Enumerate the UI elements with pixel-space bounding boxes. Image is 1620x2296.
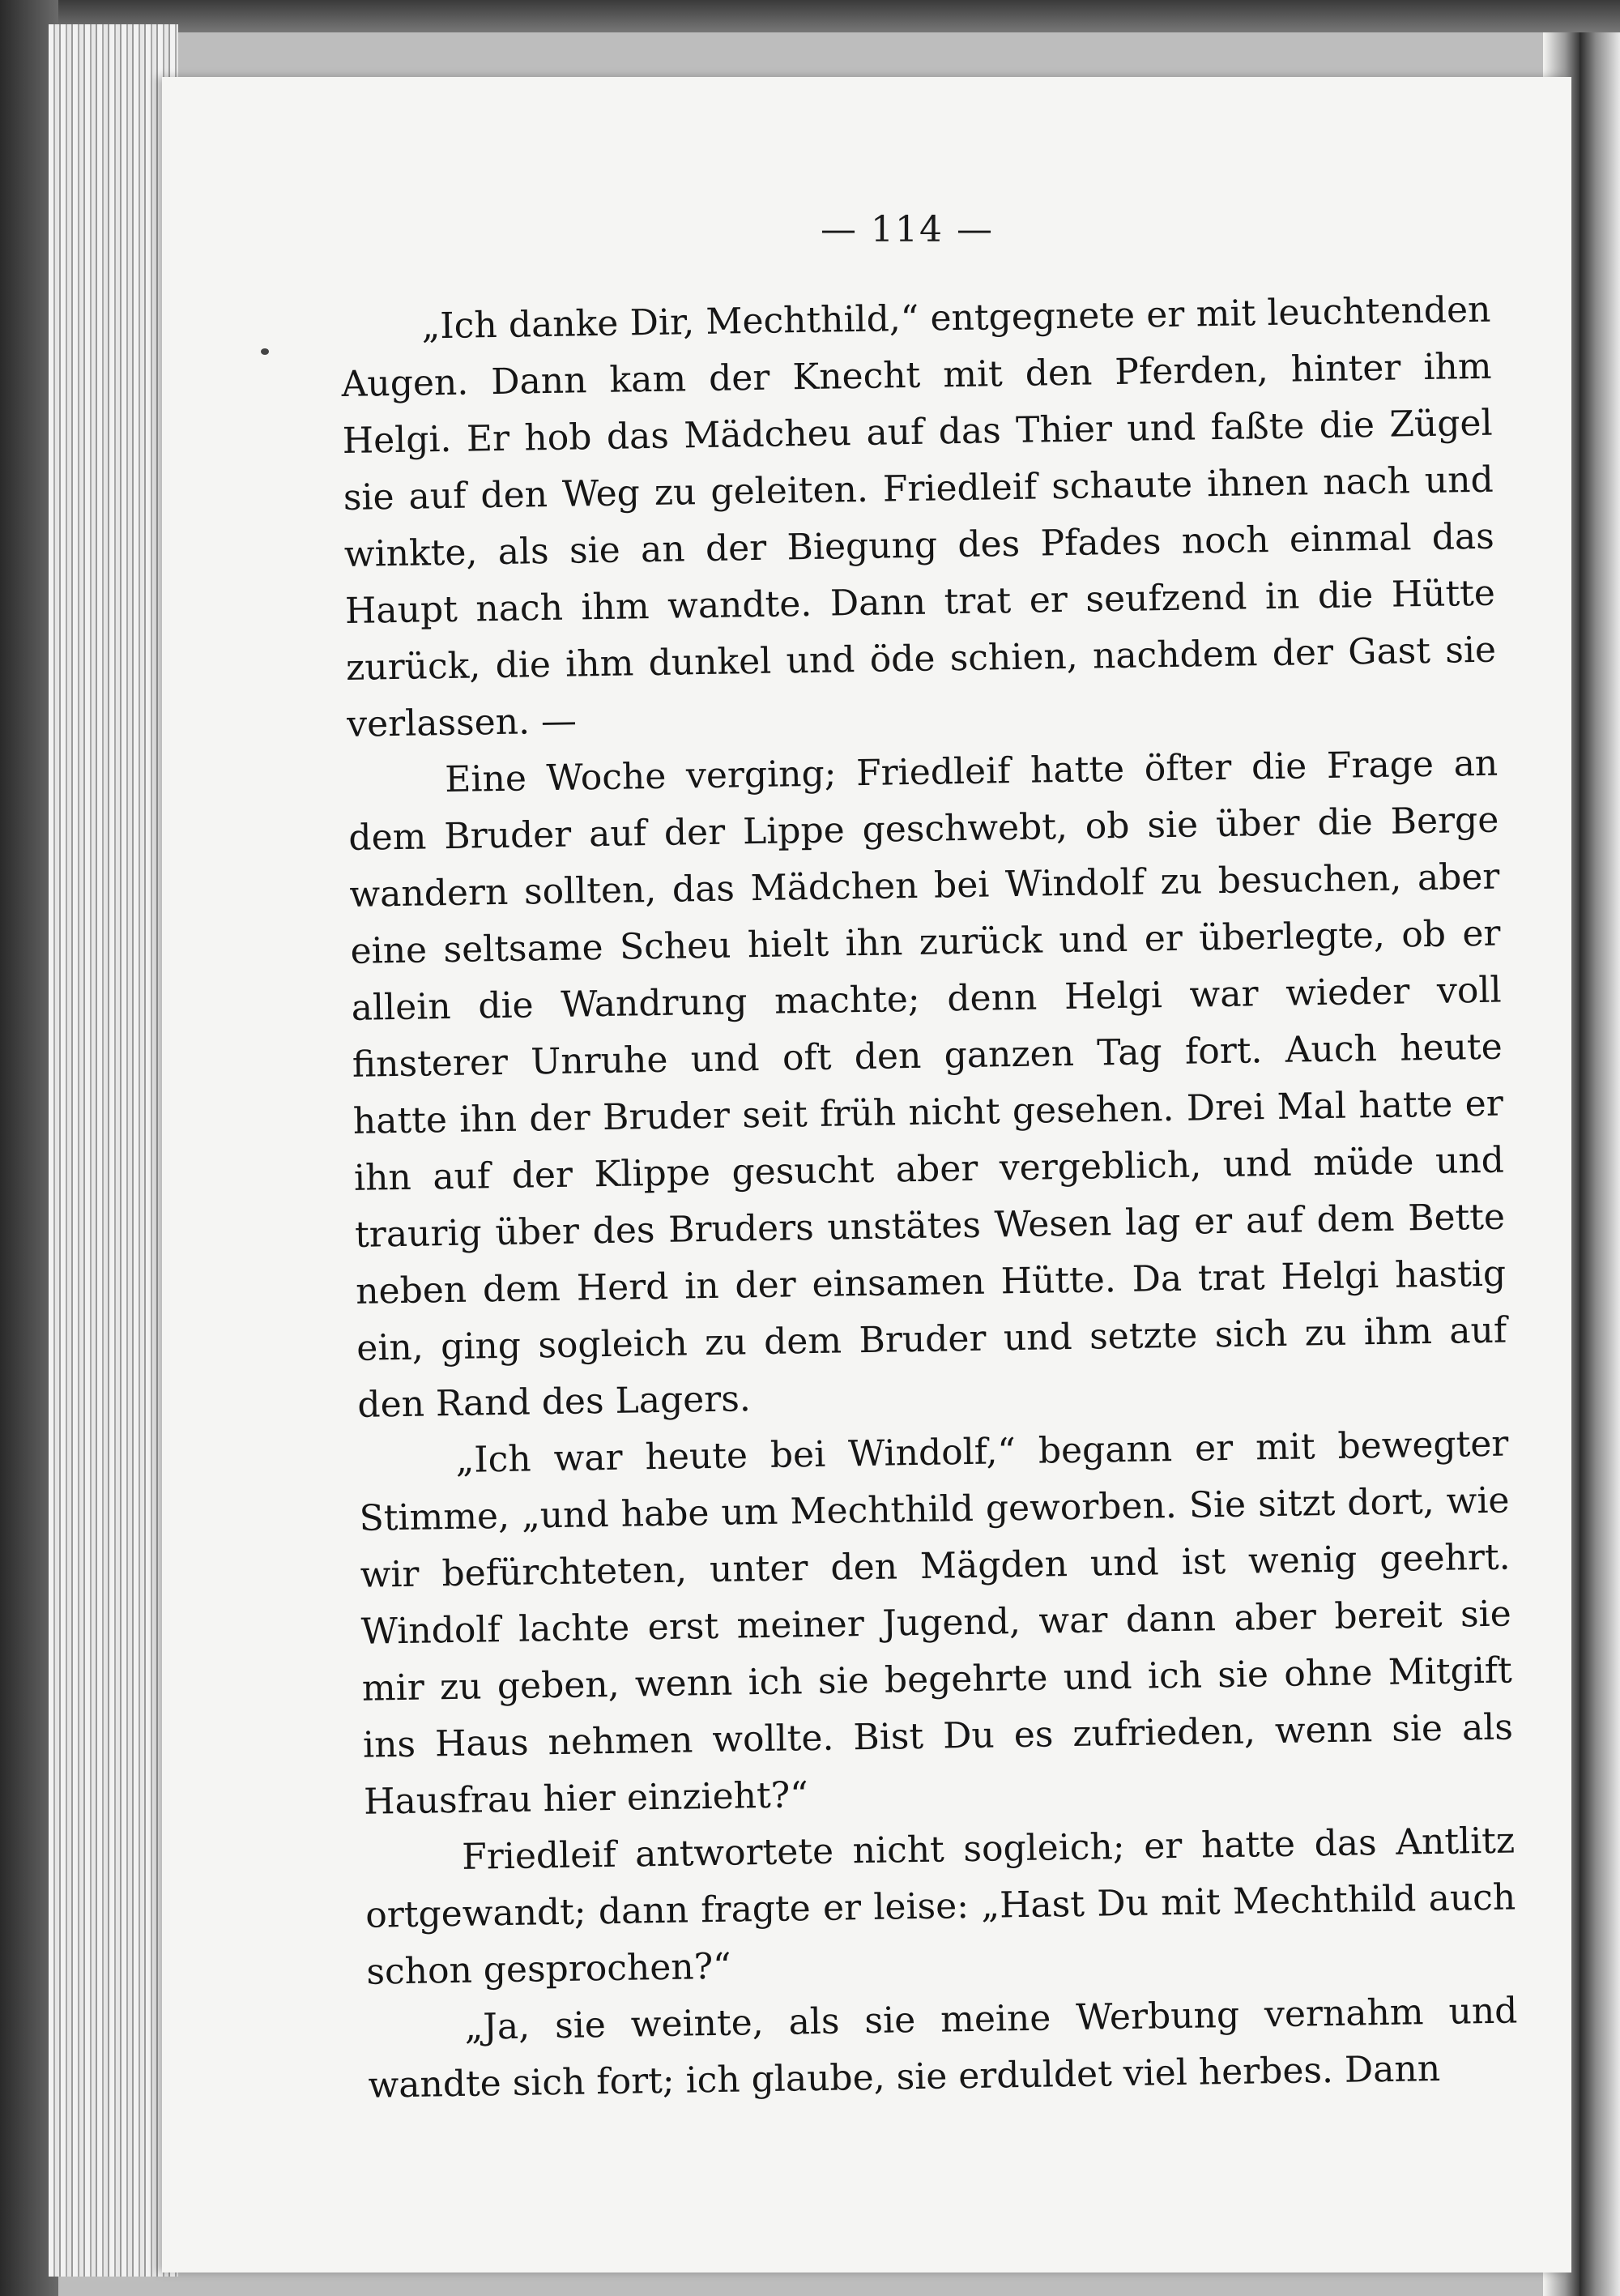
ink-speck xyxy=(261,348,269,355)
page-stack-edges xyxy=(49,24,178,2277)
body-text xyxy=(340,282,1519,2115)
paragraph-4: Friedleif antwortete nicht sogleich; er hatte das Antlitz ortgewandt; dann fragte er leise: „Hast Du mit Mechthild auch schon gesprochen?“ xyxy=(364,1820,1516,1993)
paragraph-1: „Ich danke Dir, Mechthild,“ entgegnete er mit leuchtenden Augen. Dann kam der Knecht mit den Pferden, hinter ihm Helgi. Er hob das Mädcheu auf das Thier und faßte die Zügel sie auf den Weg zu geleiten. Friedleif schaute ihnen nach und winkte, als sie an der Biegung des Pfades noch einmal das Haupt nach ihm wandte. Dann trat er seufzend in die Hütte zurück, die ihm dunkel und öde schien, nachdem der Gast sie verlassen. — xyxy=(341,288,1497,745)
page-number: — 114 — xyxy=(821,209,994,250)
paragraph-3: „Ich war heute bei Windolf,“ begann er mit bewegter Stimme, „und habe um Mechthild geworben. Sie sitzt dort, wie wir befürchteten, unter den Mägden und ist wenig geehrt. Windolf lachte erst meiner Jugend, war dann aber bereit sie mir zu geben, wenn ich sie begehrte und ich sie ohne Mitgift ins Haus nehmen wollte. Bist Du es zufrieden, wenn sie als Hausfrau hier einzieht?“ xyxy=(359,1423,1514,1823)
next-page-sliver xyxy=(1580,32,1620,2296)
paragraph-5: „Ja, sie weinte, als sie meine Werbung vernahm und wandte sich fort; ich glaube, sie erduldet viel herbes. Dann xyxy=(368,1990,1518,2106)
book-cover-top-edge xyxy=(0,0,1620,32)
paragraph-2: Eine Woche verging; Friedleif hatte öfter die Frage an dem Bruder auf der Lippe geschwebt, ob sie über die Berge wandern sollten, das Mädchen bei Windolf zu besuchen, aber eine seltsame Scheu hielt ihn zurück und er überlegte, ob er allein die Wandrung machte; denn Helgi war wieder voll finsterer Unruhe und oft den ganzen Tag fort. Auch heute hatte ihn der Bruder seit früh nicht gesehen. Drei Mal hatte er ihn auf der Klippe gesucht aber vergeblich, und müde und traurig über des Bruders unstätes Wesen lag er auf dem Bette neben dem Herd in der einsamen Hütte. Da trat Helgi hastig ein, ging sogleich zu dem Bruder und setzte sich zu ihm auf den Rand des Lagers. xyxy=(348,742,1507,1426)
